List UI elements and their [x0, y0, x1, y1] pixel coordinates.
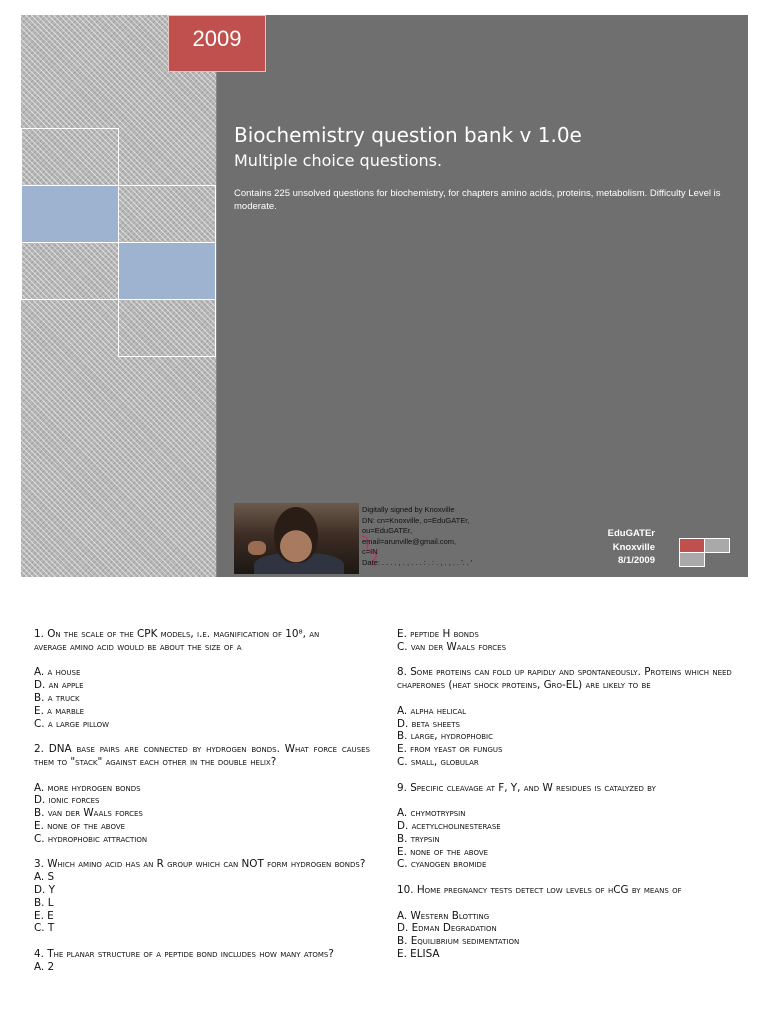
spacer	[34, 769, 370, 782]
signature-line: ou=EduGATEr,	[362, 526, 413, 536]
answer-option: C. a large pillow	[34, 717, 110, 730]
answer-option: D. Y	[34, 883, 55, 896]
spacer	[397, 654, 733, 667]
document-subtitle: Multiple choice questions.	[234, 151, 443, 170]
spacer	[397, 871, 733, 884]
photo-hand	[248, 541, 266, 555]
cover-pattern	[21, 15, 217, 577]
publish-date: 8/1/2009	[618, 555, 655, 566]
answer-option: E. ELISA	[397, 947, 440, 960]
answer-option: E. a marble	[34, 704, 85, 717]
answer-option: A. 2	[34, 960, 55, 973]
answer-option: A. chymotrypsin	[397, 807, 466, 820]
questions-right-column	[397, 628, 733, 961]
question-text: 4. The planar structure of a peptide bond includes how many atoms?	[34, 947, 334, 960]
spacer	[34, 846, 370, 859]
answer-option: B. large, hydrophobic	[397, 730, 493, 743]
answer-option: A. S	[34, 871, 55, 884]
answer-option: D. an apple	[34, 679, 84, 692]
answer-option: B. Equilibrium sedimentation	[397, 935, 520, 948]
photo-head	[274, 507, 318, 563]
answer-option: E. none of the above	[397, 845, 489, 858]
document-title: Biochemistry question bank v 1.0e	[234, 123, 582, 147]
tile	[21, 242, 119, 300]
question-text: 1. On the scale of the CPK models, i.e. magnification of 10⁸, an	[34, 628, 320, 640]
year-text: 2009	[192, 26, 242, 51]
digital-signature	[362, 505, 512, 569]
answer-option: E. E	[34, 909, 54, 922]
publisher-name: EduGATEr	[607, 528, 655, 539]
answer-option: A. alpha helical	[397, 704, 467, 717]
answer-option: B. trypsin	[397, 832, 440, 845]
answer-option: A. Western Blotting	[397, 909, 490, 922]
spacer	[34, 935, 370, 948]
answer-option: E. from yeast or fungus	[397, 743, 503, 756]
answer-option: C. cyanogen bromide	[397, 858, 487, 871]
spacer	[397, 794, 733, 807]
author-photo	[234, 503, 359, 574]
answer-option: C. hydrophobic attraction	[34, 832, 148, 845]
signature-line: Digitally signed by Knoxville	[362, 505, 455, 514]
signature-line: email=arunville@gmail.com,	[362, 536, 457, 546]
answer-option: E. peptide H bonds	[397, 628, 479, 640]
mini-tile-red	[679, 538, 705, 553]
questions-left-column	[34, 628, 370, 974]
answer-option: B. a truck	[34, 691, 80, 704]
answer-option: B. van der Waals forces	[34, 807, 143, 820]
answer-option: E. none of the above	[34, 819, 126, 832]
question-text: 10. Home pregnancy tests detect low levels of hCG by means of	[397, 883, 682, 896]
publisher-location: Knoxville	[612, 541, 655, 553]
signature-line: c=IN	[362, 547, 378, 557]
question-text: 2. DNA base pairs are connected by hydrogen bonds. What force causes them to "stack" against each other in the double helix?	[34, 743, 370, 768]
question-text: average amino acid would be about the size of a	[34, 640, 242, 653]
answer-option: C. T	[34, 922, 55, 935]
question-text: 9. Specific cleavage at F, Y, and W residues is catalyzed by	[397, 781, 656, 794]
tile	[118, 299, 216, 357]
question-text: chaperones (heat shock proteins, Gro-EL) are likely to be	[397, 679, 651, 692]
mini-tile-gray	[679, 552, 705, 567]
answer-option: D. acetylcholinesterase	[397, 819, 501, 832]
tile	[21, 128, 119, 186]
answer-option: D. Edman Degradation	[397, 922, 497, 935]
question-text: 3. Which amino acid has an R group which can NOT form hydrogen bonds?	[34, 858, 366, 871]
tile	[118, 242, 216, 300]
spacer	[34, 730, 370, 743]
year-badge	[168, 15, 266, 72]
spacer	[397, 692, 733, 705]
cover-panel	[21, 15, 748, 577]
answer-option: A. a house	[34, 666, 81, 679]
answer-option: B. L	[34, 896, 54, 909]
tile	[21, 185, 119, 243]
question-text: 8. Some proteins can fold up rapidly and spontaneously. Proteins which need	[397, 666, 732, 679]
answer-option: A. more hydrogen bonds	[34, 781, 141, 794]
tile	[118, 185, 216, 243]
answer-option: C. van der Waals forces	[397, 640, 507, 653]
document-description: Contains 225 unsolved questions for biochemistry, for chapters amino acids, proteins, metabolism. Difficulty Level is moderate.	[234, 188, 721, 212]
spacer	[34, 654, 370, 667]
mini-tile-gray	[704, 538, 730, 553]
answer-option: D. beta sheets	[397, 717, 460, 730]
answer-option: D. ionic forces	[34, 794, 100, 807]
answer-option: C. small, globular	[397, 755, 479, 768]
signature-line: Date: . . . . , . , . . . : . : . , . , . . '. . '	[362, 557, 473, 567]
spacer	[397, 897, 733, 910]
signature-line: DN: cn=Knoxville, o=EduGATEr,	[362, 515, 470, 525]
question-list	[34, 628, 734, 1024]
spacer	[397, 769, 733, 782]
publisher-info	[581, 527, 655, 568]
